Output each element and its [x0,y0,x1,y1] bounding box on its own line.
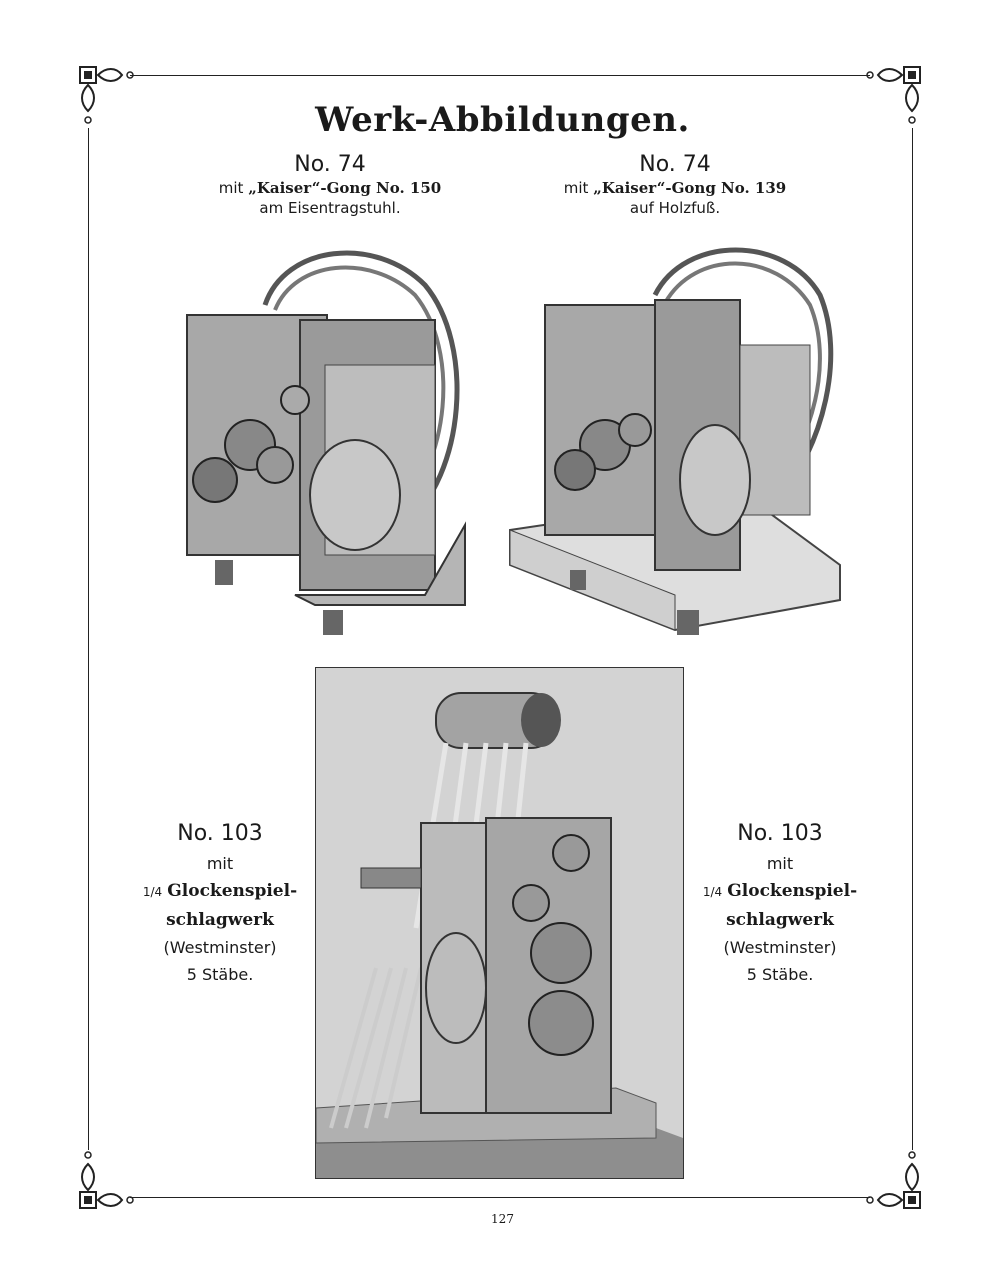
model-number: No. 103 [737,821,823,846]
description-right [700,818,860,988]
westminster-chime-movement-illustration [316,668,683,1178]
frame-right [912,128,913,1150]
corner-ornament-icon [862,1145,922,1210]
clock-movement-photo [315,667,684,1179]
caption-line: mit [766,854,794,873]
page-title: Werk-Abbildungen. [315,100,690,140]
model-number: No. 103 [177,821,263,846]
caption-left-top [180,152,480,218]
caption-line: schlagwerk [166,910,274,930]
frame-top [130,75,870,76]
caption-line: 5 Stäbe. [186,965,254,984]
caption-line: mit „Kaiser“-Gong No. 139 [563,179,787,197]
corner-ornament-icon [78,1145,138,1210]
caption-line: auf Holzfuß. [629,199,721,217]
caption-line: (Westminster) [723,938,837,957]
model-number: No. 74 [639,152,711,177]
caption-line: am Eisentragstuhl. [259,199,401,217]
frame-left [88,128,89,1150]
model-number: No. 74 [294,152,366,177]
page-number: 127 [491,1212,514,1226]
caption-line: 5 Stäbe. [746,965,814,984]
caption-line: 1/4 Glockenspiel- [142,881,298,901]
caption-line: mit [206,854,234,873]
caption-right-top [525,152,825,218]
caption-line: (Westminster) [163,938,277,957]
frame-bottom [130,1197,870,1198]
caption-line: mit „Kaiser“-Gong No. 150 [218,179,442,197]
caption-line: schlagwerk [726,910,834,930]
clock-movement-wooden-base-illustration [505,225,845,645]
clock-movement-iron-stand-illustration [175,225,475,645]
caption-line: 1/4 Glockenspiel- [702,881,858,901]
description-left [140,818,300,988]
